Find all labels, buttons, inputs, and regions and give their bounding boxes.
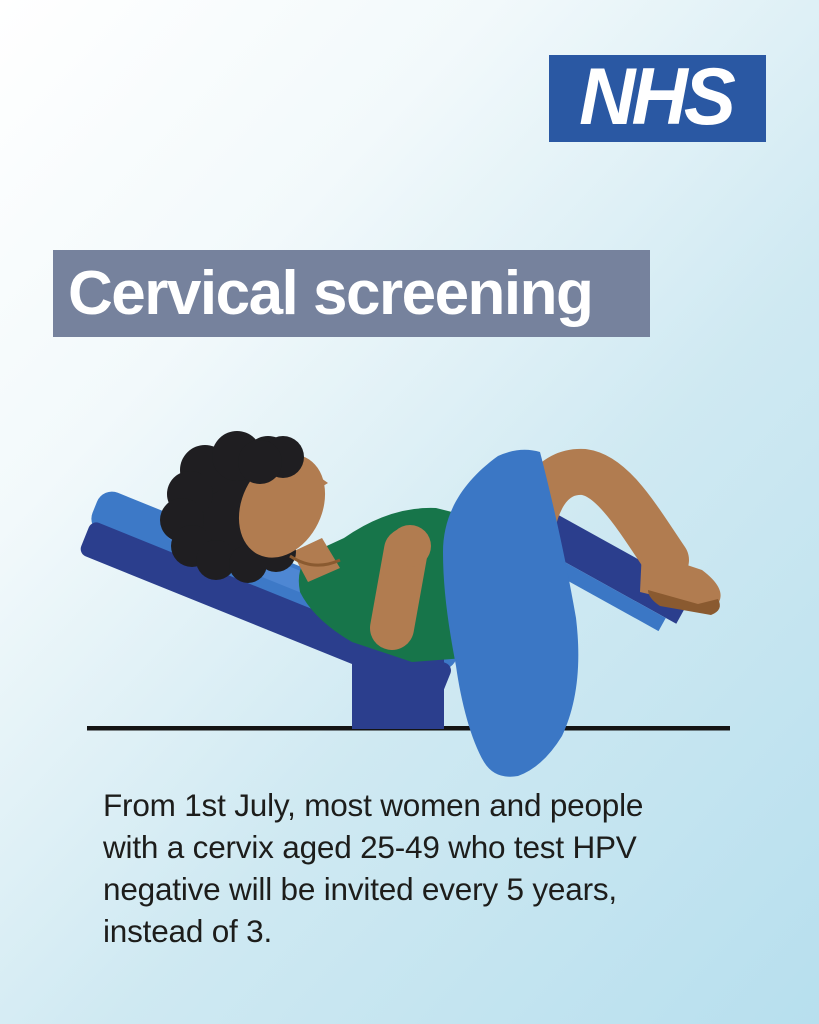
- announcement-text: [103, 784, 643, 952]
- page-title: Cervical screening: [68, 258, 593, 328]
- announcement-line: From 1st July, most women and people: [103, 787, 644, 823]
- nhs-logo-text: NHS: [579, 49, 732, 142]
- announcement-line: with a cervix aged 25-49 who test HPV: [103, 829, 637, 865]
- patient-hand: [389, 525, 431, 567]
- announcement-line: instead of 3.: [103, 913, 273, 949]
- announcement-line: negative will be invited every 5 years,: [103, 871, 617, 907]
